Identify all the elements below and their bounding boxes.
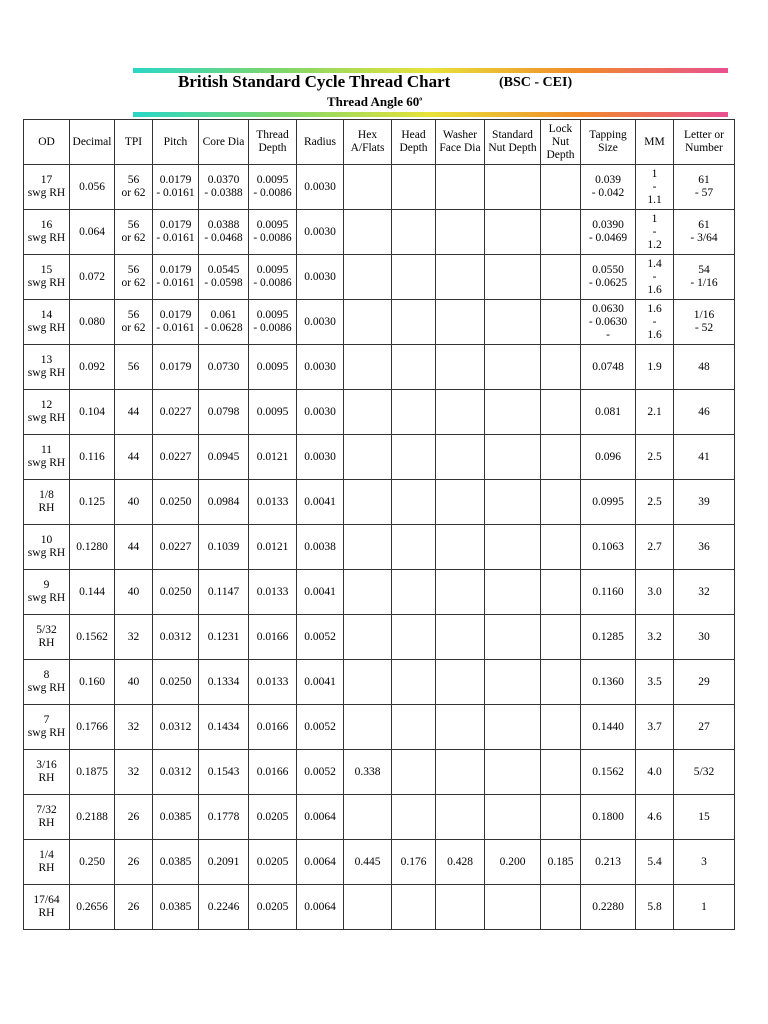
table-cell: 0.0121 — [249, 435, 297, 480]
column-header: Hex A/Flats — [344, 120, 392, 165]
table-cell — [485, 210, 541, 255]
table-cell: 26 — [115, 840, 153, 885]
table-cell: 5/32 RH — [24, 615, 70, 660]
table-cell: 0.250 — [70, 840, 115, 885]
table-cell: 1 — [674, 885, 735, 930]
table-cell: 1.9 — [636, 345, 674, 390]
table-cell: 0.0748 — [581, 345, 636, 390]
table-cell — [392, 255, 436, 300]
column-header: Head Depth — [392, 120, 436, 165]
table-cell: 26 — [115, 795, 153, 840]
table-cell: 0.0121 — [249, 525, 297, 570]
table-cell: 40 — [115, 570, 153, 615]
table-cell — [485, 255, 541, 300]
table-cell: 0.0052 — [297, 705, 344, 750]
table-cell: 0.0995 — [581, 480, 636, 525]
table-cell — [344, 165, 392, 210]
table-cell: 0.0227 — [153, 525, 199, 570]
table-cell: 1.4 - 1.6 — [636, 255, 674, 300]
table-cell: 0.0064 — [297, 840, 344, 885]
table-cell — [392, 885, 436, 930]
table-cell — [392, 345, 436, 390]
table-row — [24, 480, 735, 525]
table-cell: 7/32 RH — [24, 795, 70, 840]
table-cell: 0.0312 — [153, 750, 199, 795]
table-cell: 0.1285 — [581, 615, 636, 660]
table-cell: 0.0064 — [297, 885, 344, 930]
table-cell — [392, 480, 436, 525]
table-cell: 0.1778 — [199, 795, 249, 840]
table-row — [24, 345, 735, 390]
table-cell: 0.445 — [344, 840, 392, 885]
table-cell: 0.0205 — [249, 795, 297, 840]
table-cell: 3/16 RH — [24, 750, 70, 795]
page-title: British Standard Cycle Thread Chart — [178, 72, 451, 91]
table-row — [24, 750, 735, 795]
table-cell: 0.0205 — [249, 840, 297, 885]
table-cell: 0.0041 — [297, 570, 344, 615]
table-header-row — [24, 120, 735, 165]
table-cell — [436, 210, 485, 255]
table-cell — [392, 705, 436, 750]
table-cell: 40 — [115, 660, 153, 705]
table-cell: 56 or 62 — [115, 300, 153, 345]
table-cell — [485, 705, 541, 750]
table-cell — [541, 255, 581, 300]
table-cell — [392, 615, 436, 660]
table-cell — [485, 300, 541, 345]
table-row — [24, 705, 735, 750]
table-cell — [485, 660, 541, 705]
table-cell — [541, 705, 581, 750]
table-cell — [392, 525, 436, 570]
table-cell: 5.4 — [636, 840, 674, 885]
table-cell: 0.0030 — [297, 345, 344, 390]
table-cell: 0.1039 — [199, 525, 249, 570]
table-cell: 0.0385 — [153, 795, 199, 840]
table-cell — [541, 435, 581, 480]
table-cell: 0.0166 — [249, 750, 297, 795]
table-cell: 54 - 1/16 — [674, 255, 735, 300]
table-cell: 12 swg RH — [24, 390, 70, 435]
column-header: Core Dia — [199, 120, 249, 165]
table-cell — [541, 390, 581, 435]
table-cell: 0.0030 — [297, 210, 344, 255]
table-cell — [541, 570, 581, 615]
table-cell: 44 — [115, 525, 153, 570]
table-cell: 0.092 — [70, 345, 115, 390]
table-cell — [485, 345, 541, 390]
table-cell: 8 swg RH — [24, 660, 70, 705]
column-header: TPI — [115, 120, 153, 165]
table-cell: 2.5 — [636, 480, 674, 525]
table-cell: 0.0030 — [297, 390, 344, 435]
table-cell — [436, 300, 485, 345]
table-cell: 7 swg RH — [24, 705, 70, 750]
table-cell: 36 — [674, 525, 735, 570]
table-cell: 0.125 — [70, 480, 115, 525]
table-cell: 17/64 RH — [24, 885, 70, 930]
table-cell: 0.061 - 0.0628 — [199, 300, 249, 345]
column-header: Washer Face Dia — [436, 120, 485, 165]
table-cell: 0.064 — [70, 210, 115, 255]
table-cell — [392, 660, 436, 705]
table-cell — [392, 390, 436, 435]
table-cell: 3 — [674, 840, 735, 885]
table-cell: 0.0312 — [153, 705, 199, 750]
table-cell — [541, 525, 581, 570]
table-cell — [485, 885, 541, 930]
table-cell: 0.1334 — [199, 660, 249, 705]
table-cell: 0.1147 — [199, 570, 249, 615]
table-cell: 56 or 62 — [115, 255, 153, 300]
table-cell: 0.1280 — [70, 525, 115, 570]
table-cell: 0.0545 - 0.0598 — [199, 255, 249, 300]
table-cell: 0.0095 - 0.0086 — [249, 255, 297, 300]
table-cell: 30 — [674, 615, 735, 660]
table-cell — [485, 750, 541, 795]
table-cell: 26 — [115, 885, 153, 930]
table-cell: 0.0227 — [153, 435, 199, 480]
table-cell: 0.0030 — [297, 435, 344, 480]
table-cell: 0.0133 — [249, 570, 297, 615]
table-cell: 0.0133 — [249, 480, 297, 525]
table-cell: 0.0250 — [153, 660, 199, 705]
table-cell — [344, 795, 392, 840]
table-cell — [344, 300, 392, 345]
table-cell — [541, 480, 581, 525]
table-cell — [541, 885, 581, 930]
table-cell — [541, 210, 581, 255]
table-cell: 0.0388 - 0.0468 — [199, 210, 249, 255]
table-cell: 0.0095 - 0.0086 — [249, 300, 297, 345]
table-cell: 10 swg RH — [24, 525, 70, 570]
table-cell: 0.1543 — [199, 750, 249, 795]
table-cell: 0.2280 — [581, 885, 636, 930]
table-cell: 0.0166 — [249, 705, 297, 750]
table-cell: 0.1160 — [581, 570, 636, 615]
column-header: Lock Nut Depth — [541, 120, 581, 165]
table-cell — [344, 885, 392, 930]
table-cell: 0.0179 - 0.0161 — [153, 255, 199, 300]
table-cell: 0.213 — [581, 840, 636, 885]
table-cell: 14 swg RH — [24, 300, 70, 345]
table-cell: 0.0630 - 0.0630 - — [581, 300, 636, 345]
table-body — [24, 165, 735, 930]
table-cell: 2.5 — [636, 435, 674, 480]
table-cell — [485, 570, 541, 615]
table-cell: 0.0041 — [297, 660, 344, 705]
table-cell — [392, 300, 436, 345]
table-cell — [344, 570, 392, 615]
table-cell — [436, 750, 485, 795]
table-cell: 0.0385 — [153, 885, 199, 930]
table-cell — [485, 480, 541, 525]
table-cell — [541, 660, 581, 705]
table-cell: 0.0095 - 0.0086 — [249, 165, 297, 210]
column-header: Pitch — [153, 120, 199, 165]
table-cell — [541, 615, 581, 660]
column-header: Letter or Number — [674, 120, 735, 165]
table-cell: 3.0 — [636, 570, 674, 615]
table-cell — [436, 255, 485, 300]
table-cell: 0.0095 - 0.0086 — [249, 210, 297, 255]
table-cell: 1 - 1.2 — [636, 210, 674, 255]
table-cell: 15 — [674, 795, 735, 840]
table-cell: 0.0984 — [199, 480, 249, 525]
table-cell: 0.0250 — [153, 570, 199, 615]
table-cell — [485, 165, 541, 210]
table-cell — [344, 390, 392, 435]
table-row — [24, 885, 735, 930]
table-cell — [541, 345, 581, 390]
column-header: Standard Nut Depth — [485, 120, 541, 165]
table-cell: 0.0052 — [297, 750, 344, 795]
table-row — [24, 525, 735, 570]
table-cell: 1.6 - 1.6 — [636, 300, 674, 345]
table-cell: 39 — [674, 480, 735, 525]
table-cell — [344, 705, 392, 750]
table-cell: 0.2091 — [199, 840, 249, 885]
table-cell: 0.0205 — [249, 885, 297, 930]
table-cell: 32 — [674, 570, 735, 615]
table-cell: 0.185 — [541, 840, 581, 885]
table-cell — [344, 615, 392, 660]
table-cell — [436, 390, 485, 435]
table-cell: 16 swg RH — [24, 210, 70, 255]
table-cell: 0.1562 — [581, 750, 636, 795]
standard-code: (BSC - CEI) — [499, 75, 573, 90]
table-cell: 0.0250 — [153, 480, 199, 525]
table-cell: 0.0550 - 0.0625 — [581, 255, 636, 300]
column-header: Thread Depth — [249, 120, 297, 165]
table-cell — [436, 795, 485, 840]
table-cell: 0.2656 — [70, 885, 115, 930]
table-cell: 0.428 — [436, 840, 485, 885]
column-header: Radius — [297, 120, 344, 165]
table-cell: 48 — [674, 345, 735, 390]
table-cell: 0.096 — [581, 435, 636, 480]
table-cell: 56 — [115, 345, 153, 390]
table-cell: 0.0730 — [199, 345, 249, 390]
table-cell: 0.2188 — [70, 795, 115, 840]
table-row — [24, 795, 735, 840]
table-cell: 9 swg RH — [24, 570, 70, 615]
table-cell — [344, 660, 392, 705]
table-cell: 32 — [115, 615, 153, 660]
table-cell: 0.200 — [485, 840, 541, 885]
table-cell: 5/32 — [674, 750, 735, 795]
table-cell: 5.8 — [636, 885, 674, 930]
table-row — [24, 165, 735, 210]
table-cell: 0.338 — [344, 750, 392, 795]
table-cell: 0.0227 — [153, 390, 199, 435]
table-cell — [436, 165, 485, 210]
table-cell — [485, 390, 541, 435]
table-cell: 0.0133 — [249, 660, 297, 705]
table-cell: 0.0312 — [153, 615, 199, 660]
table-cell — [392, 165, 436, 210]
table-cell — [344, 480, 392, 525]
table-cell: 2.7 — [636, 525, 674, 570]
table-cell: 0.1440 — [581, 705, 636, 750]
column-header: Tapping Size — [581, 120, 636, 165]
table-cell: 0.1360 — [581, 660, 636, 705]
table-cell: 0.0798 — [199, 390, 249, 435]
table-cell: 4.6 — [636, 795, 674, 840]
table-cell: 46 — [674, 390, 735, 435]
chart-header — [133, 71, 728, 111]
table-cell: 56 or 62 — [115, 165, 153, 210]
table-cell: 0.176 — [392, 840, 436, 885]
table-cell — [344, 210, 392, 255]
table-cell: 0.0385 — [153, 840, 199, 885]
table-cell: 1/8 RH — [24, 480, 70, 525]
thread-angle-text: Thread Angle 60 — [327, 94, 420, 109]
table-cell: 0.1875 — [70, 750, 115, 795]
table-cell: 61 - 3/64 — [674, 210, 735, 255]
table-cell — [344, 525, 392, 570]
thread-chart-table — [23, 119, 735, 930]
table-cell: 40 — [115, 480, 153, 525]
table-cell — [436, 435, 485, 480]
table-cell: 0.116 — [70, 435, 115, 480]
table-cell: 0.080 — [70, 300, 115, 345]
table-cell — [541, 165, 581, 210]
table-cell: 0.0030 — [297, 300, 344, 345]
table-cell: 0.1434 — [199, 705, 249, 750]
table-cell: 15 swg RH — [24, 255, 70, 300]
table-cell: 0.0030 — [297, 255, 344, 300]
table-cell: 0.0030 — [297, 165, 344, 210]
table-cell: 0.0370 - 0.0388 — [199, 165, 249, 210]
table-cell — [436, 660, 485, 705]
table-cell: 0.0945 — [199, 435, 249, 480]
table-cell — [392, 750, 436, 795]
table-cell — [436, 480, 485, 525]
table-cell — [392, 210, 436, 255]
table-cell: 61 - 57 — [674, 165, 735, 210]
table-cell: 4.0 — [636, 750, 674, 795]
table-cell: 44 — [115, 435, 153, 480]
table-cell: 0.0179 - 0.0161 — [153, 300, 199, 345]
table-cell — [485, 435, 541, 480]
table-cell: 11 swg RH — [24, 435, 70, 480]
table-cell: 0.056 — [70, 165, 115, 210]
table-cell: 0.104 — [70, 390, 115, 435]
table-row — [24, 435, 735, 480]
table-cell — [541, 300, 581, 345]
table-cell — [485, 795, 541, 840]
table-cell — [436, 525, 485, 570]
table-cell — [436, 345, 485, 390]
table-cell — [436, 885, 485, 930]
table-cell: 0.039 - 0.042 — [581, 165, 636, 210]
table-cell — [436, 570, 485, 615]
table-cell: 1 - 1.1 — [636, 165, 674, 210]
table-row — [24, 660, 735, 705]
table-row — [24, 210, 735, 255]
table-cell: 3.2 — [636, 615, 674, 660]
table-cell: 0.072 — [70, 255, 115, 300]
table-cell — [485, 525, 541, 570]
table-cell — [541, 795, 581, 840]
table-cell — [392, 435, 436, 480]
column-header: OD — [24, 120, 70, 165]
table-cell — [344, 435, 392, 480]
table-cell — [436, 615, 485, 660]
table-cell: 1/4 RH — [24, 840, 70, 885]
column-header: Decimal — [70, 120, 115, 165]
table-cell: 0.1800 — [581, 795, 636, 840]
table-cell: 0.0041 — [297, 480, 344, 525]
table-cell: 3.7 — [636, 705, 674, 750]
thread-angle-subtitle — [327, 94, 422, 110]
table-cell: 0.144 — [70, 570, 115, 615]
table-cell: 0.1231 — [199, 615, 249, 660]
table-cell — [392, 570, 436, 615]
table-cell: 29 — [674, 660, 735, 705]
table-cell: 2.1 — [636, 390, 674, 435]
table-cell: 41 — [674, 435, 735, 480]
table-cell: 32 — [115, 705, 153, 750]
table-cell: 0.0095 — [249, 390, 297, 435]
table-row — [24, 300, 735, 345]
bottom-color-rule — [133, 112, 728, 117]
table-cell: 44 — [115, 390, 153, 435]
table-cell: 56 or 62 — [115, 210, 153, 255]
table-cell: 0.0095 — [249, 345, 297, 390]
table-cell: 0.1766 — [70, 705, 115, 750]
table-cell: 27 — [674, 705, 735, 750]
table-cell: 0.081 — [581, 390, 636, 435]
table-cell: 0.0179 - 0.0161 — [153, 165, 199, 210]
table-row — [24, 390, 735, 435]
table-cell: 0.0052 — [297, 615, 344, 660]
table-cell: 0.0390 - 0.0469 — [581, 210, 636, 255]
column-header: MM — [636, 120, 674, 165]
table-cell: 0.0179 — [153, 345, 199, 390]
degree-mark: o — [419, 96, 423, 103]
table-cell — [541, 750, 581, 795]
table-cell: 0.1063 — [581, 525, 636, 570]
table-row — [24, 570, 735, 615]
table-row — [24, 255, 735, 300]
table-cell: 0.1562 — [70, 615, 115, 660]
table-cell — [344, 345, 392, 390]
table-cell — [485, 615, 541, 660]
table-cell: 0.0064 — [297, 795, 344, 840]
table-row — [24, 840, 735, 885]
table-cell: 0.2246 — [199, 885, 249, 930]
table-cell — [392, 795, 436, 840]
table-cell: 0.0038 — [297, 525, 344, 570]
table-row — [24, 615, 735, 660]
table-cell: 3.5 — [636, 660, 674, 705]
table-cell: 0.160 — [70, 660, 115, 705]
table-cell: 1/16 - 52 — [674, 300, 735, 345]
table-cell: 0.0166 — [249, 615, 297, 660]
table-cell — [344, 255, 392, 300]
table-cell — [436, 705, 485, 750]
table-cell: 13 swg RH — [24, 345, 70, 390]
table-cell: 0.0179 - 0.0161 — [153, 210, 199, 255]
table-cell: 17 swg RH — [24, 165, 70, 210]
table-cell: 32 — [115, 750, 153, 795]
